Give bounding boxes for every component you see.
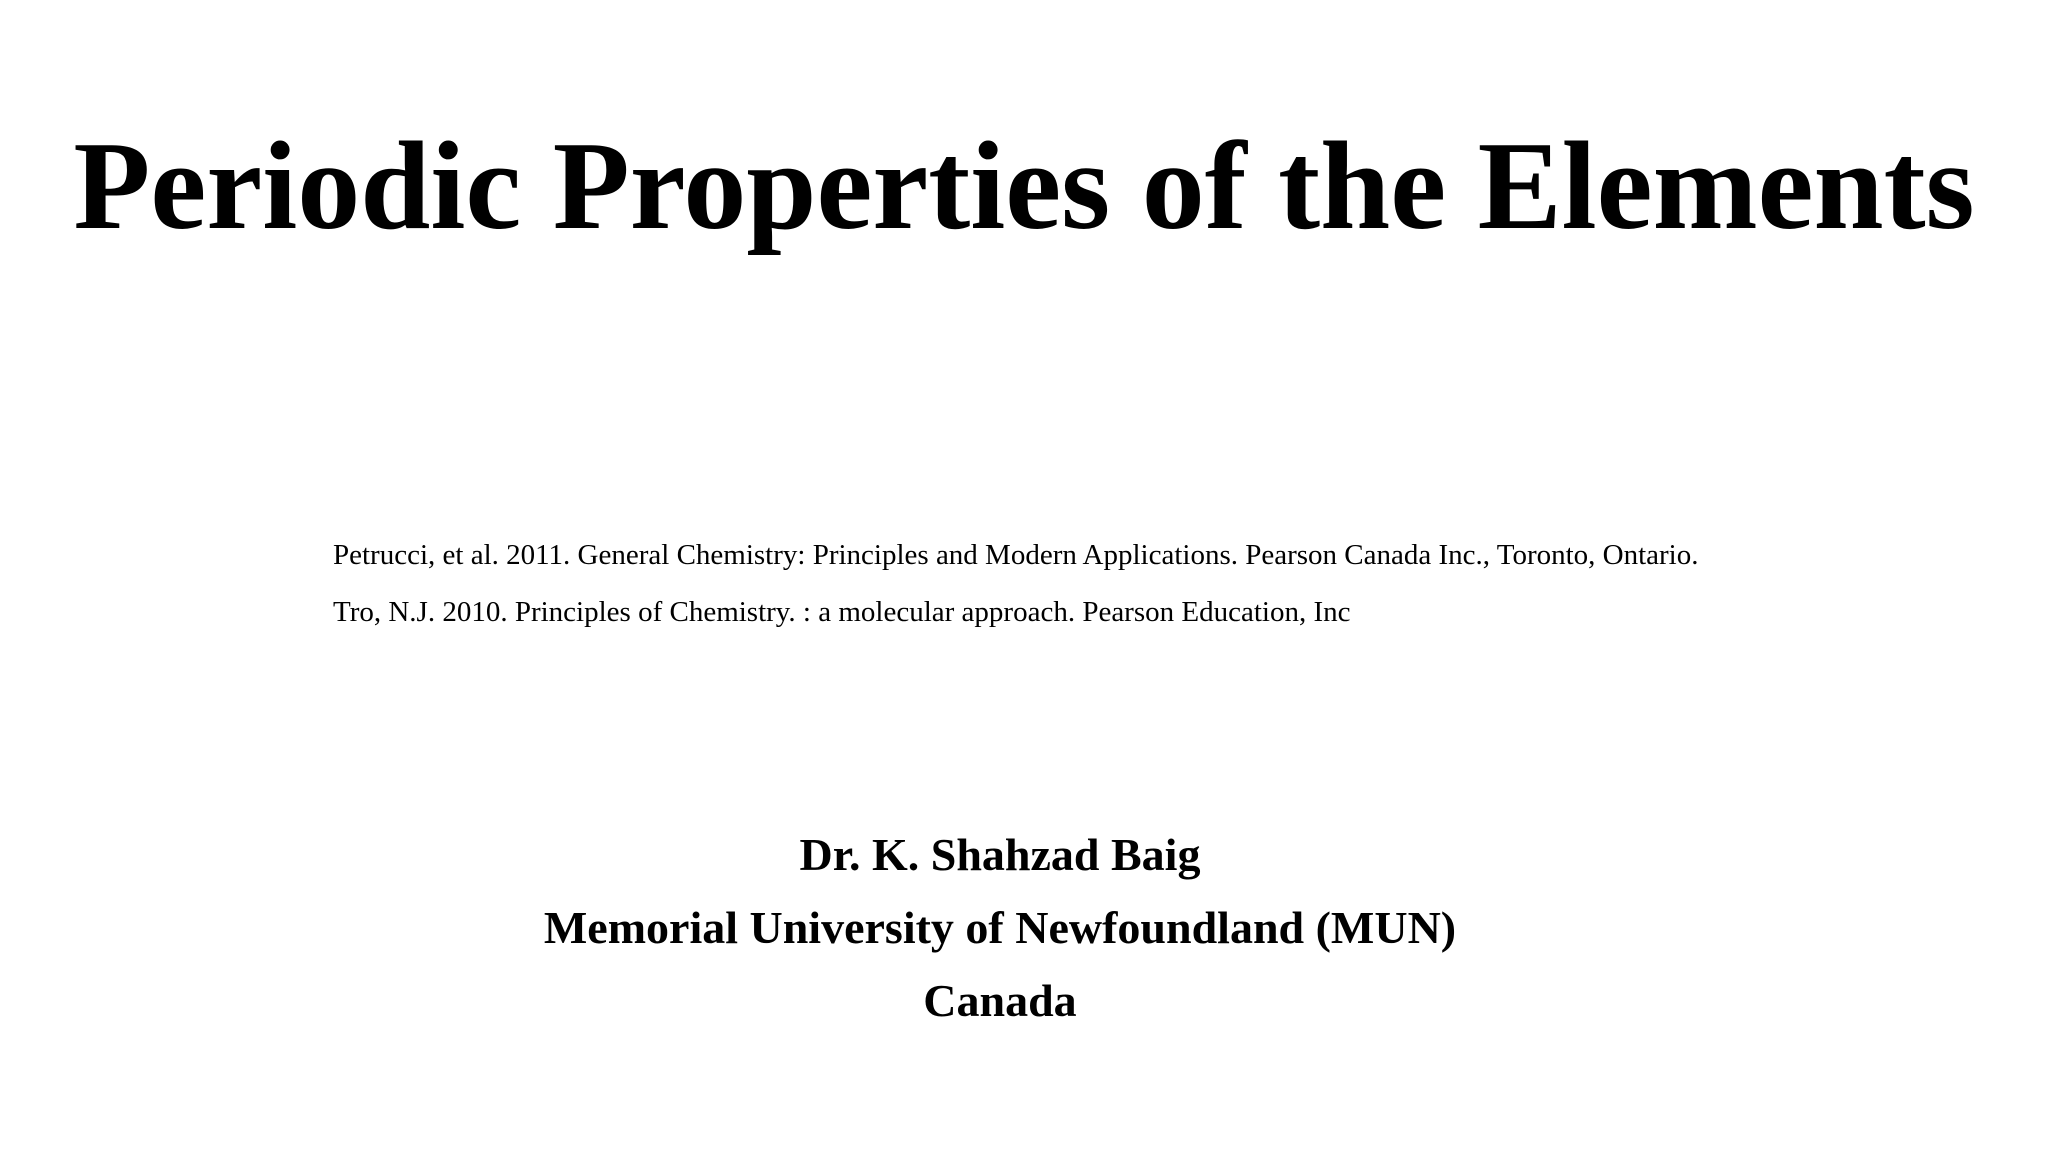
author-name: Dr. K. Shahzad Baig (799, 829, 1201, 880)
references (333, 527, 1833, 641)
reference-item: Tro, N.J. 2010. Principles of Chemistry. : a molecular approach. Pearson Education, Inc (333, 596, 1351, 628)
slide-title: Periodic Properties of the Elements (73, 117, 1975, 256)
reference-item: Petrucci, et al. 2011. General Chemistry: Principles and Modern Applications. Pearson Canada Inc., Toronto, Ontario. (333, 539, 1699, 571)
author-institution: Memorial University of Newfoundland (MUN) (543, 902, 1457, 953)
author-country: Canada (923, 975, 1077, 1026)
author-block (0, 818, 2000, 1037)
